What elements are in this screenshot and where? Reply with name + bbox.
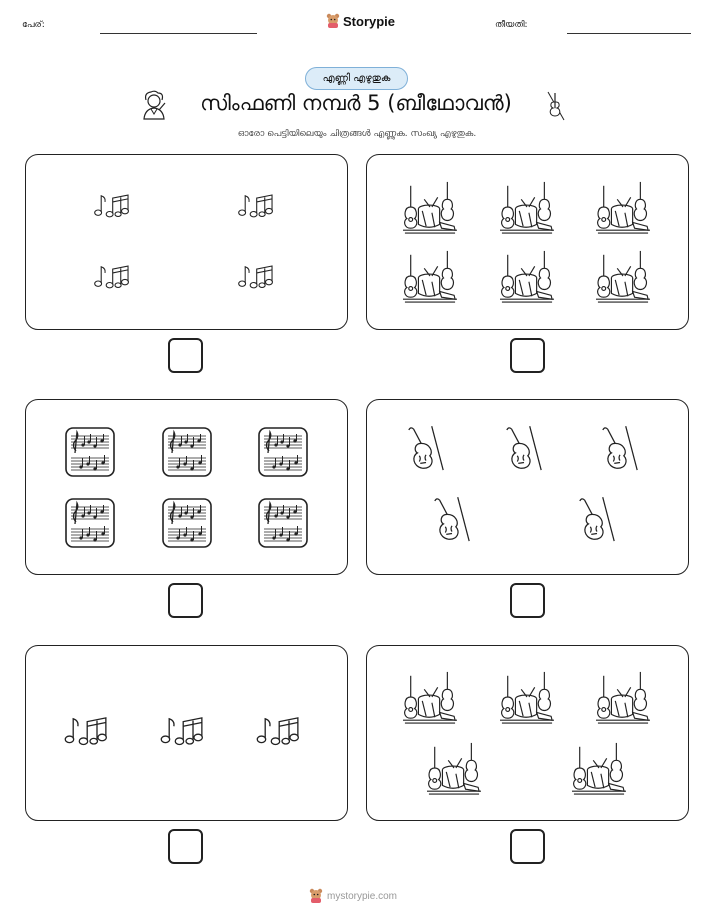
answer-box-6[interactable] xyxy=(510,829,545,864)
orchestra-instruments-icon xyxy=(401,249,459,303)
violin-icon xyxy=(576,495,618,549)
orchestra-instruments-icon xyxy=(498,180,556,234)
beethoven-portrait-icon xyxy=(141,90,167,120)
music-notes-icon xyxy=(236,262,282,290)
music-notes-icon xyxy=(158,713,214,747)
orchestra-instruments-icon xyxy=(498,249,556,303)
instruction-text: ഓരോ പെട്ടിയിലെയും ചിത്രങ്ങൾ എണ്ണുക. സംഖ്യ എഴുതുക. xyxy=(237,129,477,139)
orchestra-instruments-icon xyxy=(594,249,652,303)
violin-icon xyxy=(405,424,447,478)
answer-box-2[interactable] xyxy=(510,338,545,373)
answer-box-1[interactable] xyxy=(168,338,203,373)
count-panel-3 xyxy=(25,399,348,575)
music-notes-icon xyxy=(254,713,310,747)
orchestra-instruments-icon xyxy=(498,670,556,724)
violin-icon xyxy=(503,424,545,478)
date-input-line[interactable] xyxy=(567,33,691,34)
footer xyxy=(309,888,397,904)
music-notes-icon xyxy=(236,191,282,219)
sheet-music-icon xyxy=(162,498,212,548)
answer-box-4[interactable] xyxy=(510,583,545,618)
sheet-music-icon xyxy=(65,498,115,548)
name-label: പേര്: xyxy=(22,20,45,30)
activity-tag: എണ്ണി എഴുതുക xyxy=(305,67,408,90)
sheet-music-icon xyxy=(258,427,308,477)
answer-box-3[interactable] xyxy=(168,583,203,618)
sheet-music-icon xyxy=(162,427,212,477)
sheet-music-icon xyxy=(258,498,308,548)
name-input-line[interactable] xyxy=(100,33,257,34)
answer-box-5[interactable] xyxy=(168,829,203,864)
orchestra-instruments-icon xyxy=(425,741,483,795)
brand-logo xyxy=(326,13,395,29)
bear-icon xyxy=(309,888,323,904)
bear-icon xyxy=(326,13,340,29)
orchestra-instruments-icon xyxy=(594,180,652,234)
sheet-music-icon xyxy=(65,427,115,477)
music-notes-icon xyxy=(92,191,138,219)
brand-name: Storypie xyxy=(343,13,396,29)
music-notes-icon xyxy=(92,262,138,290)
count-panel-1 xyxy=(25,154,348,330)
worksheet-title: സിംഫണി നമ്പർ 5 (ബീഥോവൻ) xyxy=(200,91,512,115)
date-label: തീയതി: xyxy=(495,20,528,30)
footer-url[interactable]: mystorypie.com xyxy=(327,890,398,902)
music-notes-icon xyxy=(62,713,118,747)
violin-icon xyxy=(544,90,570,122)
orchestra-instruments-icon xyxy=(594,670,652,724)
violin-icon xyxy=(599,424,641,478)
orchestra-instruments-icon xyxy=(401,180,459,234)
violin-icon xyxy=(431,495,473,549)
orchestra-instruments-icon xyxy=(570,741,628,795)
orchestra-instruments-icon xyxy=(401,670,459,724)
